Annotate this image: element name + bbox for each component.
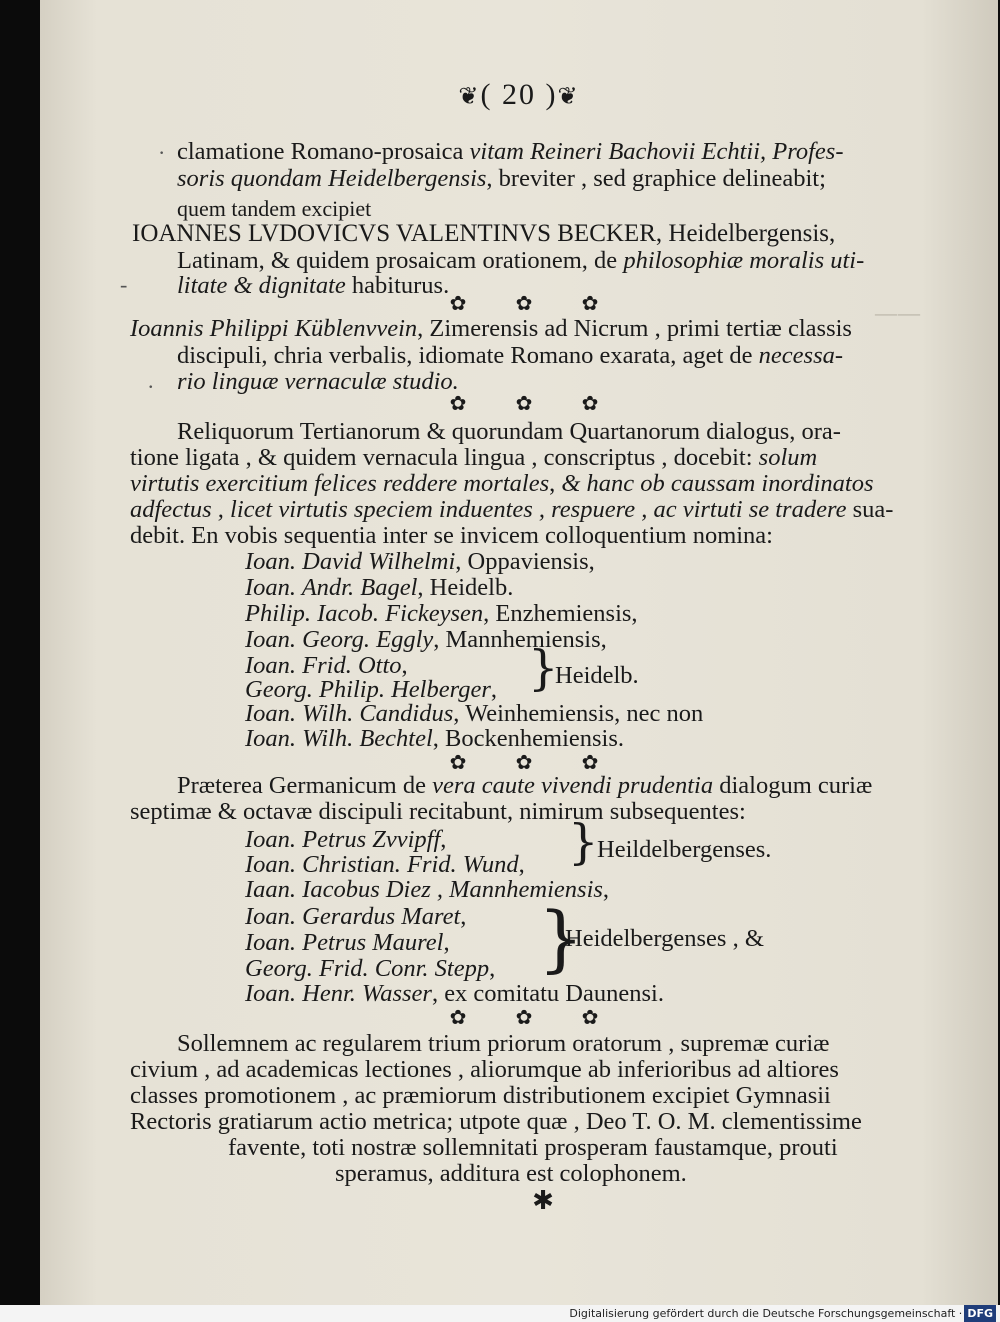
name-entry: Ioan. Henr. Wasser, ex comitatu Daunensi. [245,980,664,1007]
name-entry: Ioan. Georg. Eggly, Mannhemiensis, [245,626,607,653]
margin-mark: - [120,272,128,297]
para4-line4: adfectus , licet virtutis speciem induentes , respuere , ac virtuti se tradere sua- [130,496,894,523]
bracket-icon: } [528,640,559,696]
name-entry: Ioan. Wilh. Bechtel, Bockenhemiensis. [245,725,624,752]
name-entry: Ioan. Christian. Frid. Wund, [245,851,525,878]
para6-line1: Sollemnem ac regularem trium priorum oratorum , supremæ curiæ [177,1030,830,1057]
para6-line6: speramus, additura est colophonem. [335,1160,687,1187]
name-entry: Philip. Iacob. Fickeysen, Enzhemiensis, [245,600,638,627]
star-icon: ✿ [515,291,533,315]
para6-line3: classes promotionem , ac præmiorum distributionem excipiet Gymnasii [130,1082,831,1109]
star-icon: ✿ [449,391,467,415]
star-icon: ✿ [581,1005,599,1029]
name-entry: Ioan. Frid. Otto, [245,652,408,679]
name-entry: Ioan. Andr. Bagel, Heidelb. [245,574,514,601]
page-header: ❦( 20 )❦ [458,78,580,111]
name-entry: Ioan. David Wilhelmi, Oppaviensis, [245,548,595,575]
name-entry: Iaan. Iacobus Diez , Mannhemiensis, [245,876,610,903]
para2-line2: Latinam, & quidem prosaicam orationem, de philosophiæ moralis uti- [177,247,865,274]
star-icon: ✿ [515,750,533,774]
name-entry: Ioan. Gerardus Maret, [245,903,467,930]
scanned-page [40,0,998,1305]
star-icon: ✿ [449,750,467,774]
page-number: 20 [502,78,536,111]
footer-text: Digitalisierung gefördert durch die Deutsche Forschungsgemeinschaft · [569,1307,963,1320]
name-entry: Ioan. Petrus Maurel, [245,929,450,956]
bleed-through-text: —— [875,300,921,325]
para4-line5: debit. En vobis sequentia inter se invicem colloquentium nomina: [130,522,773,549]
para5-line1: Præterea Germanicum de vera caute vivendi prudentia dialogum curiæ [177,772,873,799]
asterisk-icon: ✱ [532,1186,554,1216]
para1-line3: quem tandem excipiet [177,196,372,221]
end-ornament [510,1186,576,1216]
star-icon: ✿ [515,391,533,415]
para4-line3: virtutis exercitium felices reddere mortales, & hanc ob caussam inordinatos [130,470,874,497]
star-divider [425,750,623,774]
bracket-icon: } [568,814,599,870]
star-icon: ✿ [515,1005,533,1029]
para6-line4: Rectoris gratiarum actio metrica; utpote quæ , Deo T. O. M. clementissime [130,1108,862,1135]
para4-line2: tione ligata , & quidem vernacula lingua , conscriptus , docebit: solum [130,444,818,471]
margin-mark: . [148,368,154,393]
margin-mark: · [158,140,166,165]
name-entry: Georg. Frid. Conr. Stepp, [245,955,496,982]
bracket-label: Heidelb. [555,662,639,689]
star-icon: ✿ [581,391,599,415]
para3-line3: rio linguæ vernaculæ studio. [177,368,459,395]
name-entry: Georg. Philip. Helberger, [245,676,497,703]
star-divider [425,1005,623,1029]
bracket-icon: } [538,896,584,980]
star-divider [425,391,623,415]
star-divider [425,291,623,315]
para3-line1: Ioannis Philippi Küblenvvein, Zimerensis ad Nicrum , primi tertiæ classis [130,315,852,342]
dfg-logo: DFG [964,1305,996,1322]
para6-line2: civium , ad academicas lectiones , aliorumque ab inferioribus ad altiores [130,1056,839,1083]
star-icon: ✿ [449,291,467,315]
ornament-left-icon: ❦ [458,82,481,110]
bracket-label: Heidelbergenses , & [565,925,764,952]
para4-line1: Reliquorum Tertianorum & quorundam Quartanorum dialogus, ora- [177,418,841,445]
ornament-right-icon: ❦ [557,82,580,110]
star-icon: ✿ [581,291,599,315]
name-entry: Ioan. Petrus Zvvipff, [245,826,447,853]
star-icon: ✿ [449,1005,467,1029]
para2-line1: IOANNES LVDOVICVS VALENTINVS BECKER, Heidelbergensis, [132,220,836,247]
para5-line2: septimæ & octavæ discipuli recitabunt, nimirum subsequentes: [130,798,746,825]
footer-bar [0,1305,1000,1322]
para1-line1: clamatione Romano-prosaica vitam Reineri Bachovii Echtii, Profes- [177,138,844,165]
para2-line3: litate & dignitate habiturus. [177,272,450,299]
para6-line5: favente, toti nostræ sollemnitati prosperam faustamque, prouti [228,1134,838,1161]
star-icon: ✿ [581,750,599,774]
para3-line2: discipuli, chria verbalis, idiomate Romano exarata, aget de necessa- [177,342,844,369]
bracket-label: Heildelbergenses. [597,836,772,863]
name-entry: Ioan. Wilh. Candidus, Weinhemiensis, nec non [245,700,704,727]
para1-line2: soris quondam Heidelbergensis, breviter , sed graphice delineabit; [177,165,826,192]
